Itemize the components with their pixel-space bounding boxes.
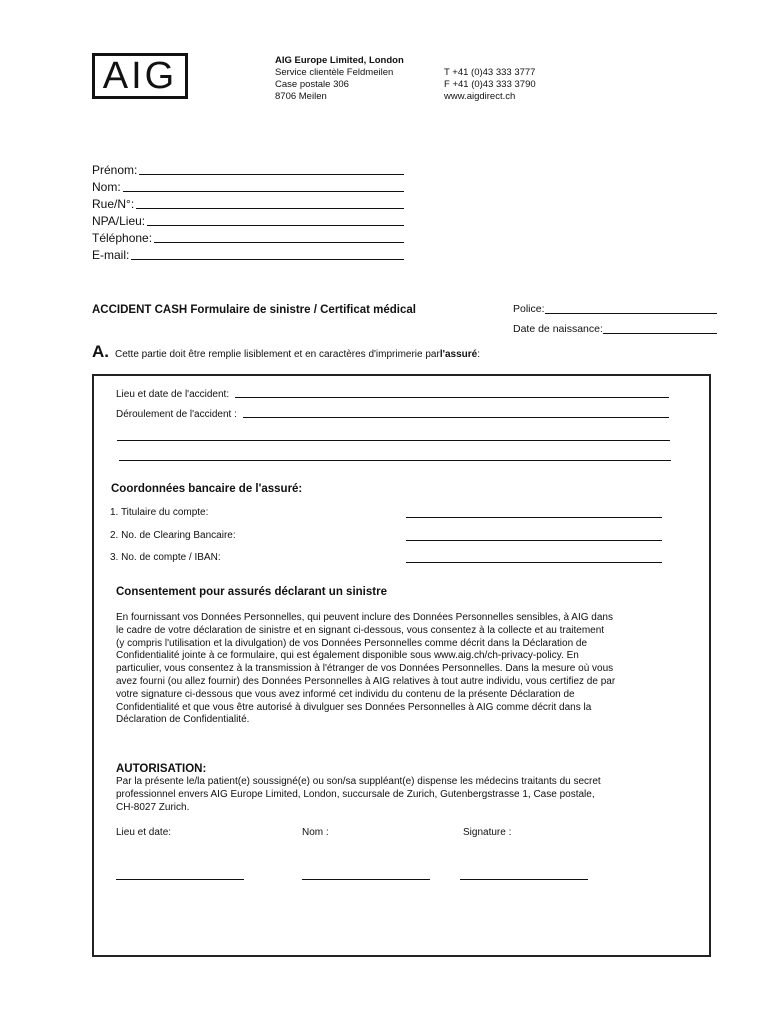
prenom-label: Prénom: <box>92 163 138 177</box>
nom-line[interactable] <box>123 191 404 192</box>
telephone-field[interactable] <box>92 228 404 245</box>
lieu-date-label: Lieu et date: <box>116 827 172 838</box>
authorisation-paragraph <box>116 776 706 814</box>
consent-line: le cadre de votre déclaration de sinistre et en signant ci-dessous, vous consentez à la collecte et au traitement <box>116 624 605 636</box>
prenom-field[interactable] <box>92 160 404 177</box>
telephone-line[interactable] <box>154 242 404 243</box>
section-text: Cette partie doit être remplie lisiblement et en caractères d'imprimerie par <box>115 349 440 360</box>
deroulement-line-3[interactable] <box>119 460 671 461</box>
authorisation-line: professionnel envers AIG Europe Limited, London, succursale de Zurich, Gutenbergstrasse 1, Case postale, <box>116 788 595 800</box>
consent-heading: Consentement pour assurés déclarant un sinistre <box>116 586 387 598</box>
lieu-date-accident-field[interactable] <box>116 389 669 400</box>
dob-field[interactable] <box>513 323 717 335</box>
nom-signer-line[interactable] <box>302 879 430 880</box>
address-line: 8706 Meilen <box>275 91 327 102</box>
consent-paragraph <box>116 612 706 727</box>
consent-line: Confidentialité et que vous être autorisé à divulguer ses Données Personnelles à AIG comme décrit dans la <box>116 701 592 713</box>
authorisation-line: CH-8027 Zurich. <box>116 801 190 813</box>
telephone-label: Téléphone: <box>92 231 153 245</box>
consent-line: avez fourni (ou allez fournir) des Données Personnelles à AIG relatives à tout autre individu, vous certifiez de par <box>116 675 616 687</box>
company-address <box>275 55 404 103</box>
signature-line[interactable] <box>460 879 588 880</box>
lieu-date-line[interactable] <box>116 879 244 880</box>
section-letter: A. <box>92 342 109 361</box>
nom-label: Nom: <box>92 180 121 194</box>
nom-field[interactable] <box>92 177 404 194</box>
deroulement-field[interactable] <box>116 409 669 420</box>
prenom-line[interactable] <box>139 174 404 175</box>
iban-line[interactable] <box>406 562 662 563</box>
fax-number: F +41 (0)43 333 3790 <box>444 79 536 90</box>
email-field[interactable] <box>92 245 404 262</box>
company-contact <box>444 67 536 103</box>
consent-line: Confidentialité jointe à ce formulaire, qui est également disponible sous www.aig.ch/ch-privacy-policy. En <box>116 650 579 662</box>
signature-label: Signature : <box>463 827 512 838</box>
dob-label: Date de naissance: <box>513 323 603 335</box>
authorisation-heading: AUTORISATION: <box>116 763 207 775</box>
section-text-bold: l'assuré <box>439 349 478 360</box>
consent-line: votre signature ci-dessous que vous avez informé cet individu du contenu de la présente Déclaration de <box>116 688 575 700</box>
bank-heading: Coordonnées bancaire de l'assuré: <box>111 483 303 495</box>
consent-line: En fournissant vos Données Personnelles, qui peuvent inclure des Données Personnelles sensibles, à AIG dans <box>116 612 613 623</box>
police-label: Police: <box>513 303 545 315</box>
website: www.aigdirect.ch <box>444 91 516 102</box>
police-line[interactable] <box>545 313 717 314</box>
email-label: E-mail: <box>92 248 130 262</box>
address-line: Case postale 306 <box>275 79 349 90</box>
deroulement-line[interactable] <box>243 417 669 418</box>
titulaire-label: 1. Titulaire du compte: <box>110 507 209 518</box>
rue-label: Rue/N°: <box>92 197 135 211</box>
company-name: AIG Europe Limited, London <box>275 55 404 66</box>
rue-field[interactable] <box>92 194 404 211</box>
nom-signer-label: Nom : <box>302 827 329 838</box>
consent-line: (y compris l'utilisation et la divulgation) de vos Données Personnelles comme décrit dans la Déclaration de <box>116 637 588 649</box>
titulaire-line[interactable] <box>406 517 662 518</box>
address-line: Service clientèle Feldmeilen <box>275 67 394 78</box>
dob-line[interactable] <box>603 333 717 334</box>
section-text-colon: : <box>477 349 481 360</box>
police-field[interactable] <box>513 303 717 315</box>
lieu-date-accident-label: Lieu et date de l'accident: <box>116 389 230 400</box>
deroulement-line-2[interactable] <box>117 440 670 441</box>
consent-line: Déclaration de Confidentialité. <box>116 714 250 726</box>
npa-line[interactable] <box>147 225 404 226</box>
section-a-instructions <box>92 342 480 362</box>
npa-label: NPA/Lieu: <box>92 214 146 228</box>
logo-text: AIG <box>102 55 178 97</box>
iban-label: 3. No. de compte / IBAN: <box>110 552 221 563</box>
npa-field[interactable] <box>92 211 404 228</box>
form-title: ACCIDENT CASH Formulaire de sinistre / Certificat médical <box>92 304 416 316</box>
lieu-date-accident-line[interactable] <box>235 397 669 398</box>
authorisation-line: Par la présente le/la patient(e) soussigné(e) ou son/sa suppléant(e) dispense les médecins traitants du secret <box>116 776 601 787</box>
email-line[interactable] <box>131 259 404 260</box>
rue-line[interactable] <box>136 208 404 209</box>
phone-number: T +41 (0)43 333 3777 <box>444 67 536 78</box>
clearing-line[interactable] <box>406 540 662 541</box>
aig-logo <box>92 53 188 99</box>
clearing-label: 2. No. de Clearing Bancaire: <box>110 530 236 541</box>
consent-line: particulier, vous consentez à la transmission à l'étranger de vos Données Personnelles. Dans la mesure où vous <box>116 663 614 675</box>
deroulement-label: Déroulement de l'accident : <box>116 409 237 420</box>
